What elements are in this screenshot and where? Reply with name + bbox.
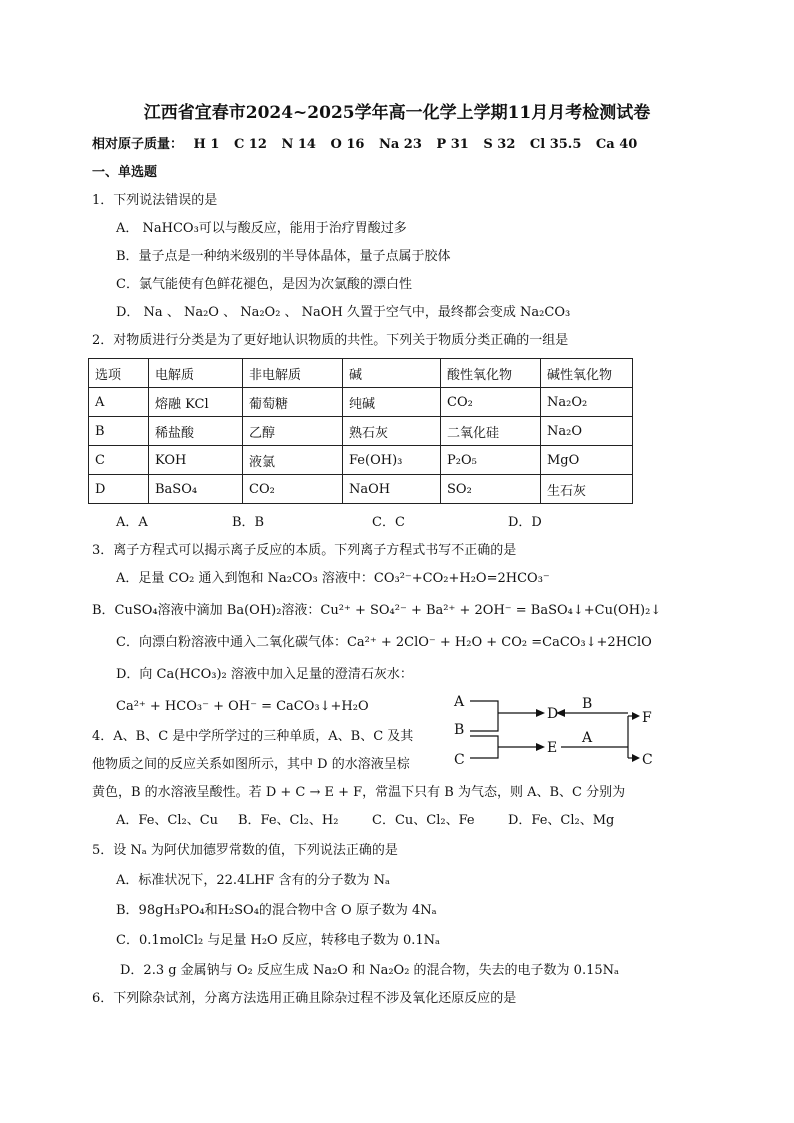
table-header: 非电解质	[243, 359, 343, 388]
table-header: 选项	[89, 359, 149, 388]
q2-option-a: A．A	[116, 515, 148, 530]
table-cell: 葡萄糖	[243, 388, 343, 417]
table-cell: KOH	[149, 446, 243, 475]
atomic-mass-na: Na 23	[378, 137, 422, 152]
table-cell: SO₂	[441, 475, 541, 504]
table-row	[89, 417, 633, 446]
q1-option-d: D． Na 、 Na₂O 、 Na₂O₂ 、 NaOH 久置于空气中，最终都会变成 Na₂CO₃	[116, 305, 571, 320]
table-header: 碱	[343, 359, 441, 388]
arrowhead-e	[536, 743, 545, 751]
table-row	[89, 446, 633, 475]
q5-stem: 5．设 Nₐ 为阿伏加德罗常数的值，下列说法正确的是	[92, 843, 398, 858]
q4-line-1: 4．A、B、C 是中学所学过的三种单质，A、B、C 及其	[92, 729, 414, 744]
q3-option-a: A．足量 CO₂ 通入到饱和 Na₂CO₃ 溶液中：CO₃²⁻+CO₂+H₂O=2HCO₃⁻	[116, 571, 550, 586]
q4-line-3: 黄色，B 的水溶液呈酸性。若 D + C → E + F，常温下只有 B 为气态，则 A、B、C 分别为	[92, 785, 626, 800]
reaction-diagram	[448, 686, 664, 776]
table-header-row	[89, 359, 633, 388]
table-cell: CO₂	[441, 388, 541, 417]
q1-option-b: B．量子点是一种纳米级别的半导体晶体，量子点属于胶体	[116, 249, 451, 264]
table-header: 电解质	[149, 359, 243, 388]
table-cell: P₂O₅	[441, 446, 541, 475]
q5-option-c: C．0.1molCl₂ 与足量 H₂O 反应，转移电子数为 0.1Nₐ	[116, 933, 441, 948]
table-cell: 熔融 KCl	[149, 388, 243, 417]
atomic-mass-p: P 31	[436, 137, 469, 152]
exam-title: 江西省宜春市2024~2025学年高一化学上学期11月月考检测试卷	[143, 103, 651, 123]
table-cell: Na₂O	[541, 417, 633, 446]
table-cell: 二氧化硅	[441, 417, 541, 446]
atomic-mass-line	[92, 136, 637, 154]
table-cell: CO₂	[243, 475, 343, 504]
table-cell: D	[89, 475, 149, 504]
atomic-mass-ca: Ca 40	[595, 137, 638, 152]
table-cell: 稀盐酸	[149, 417, 243, 446]
arrowhead-d	[536, 709, 545, 717]
table-row	[89, 475, 633, 504]
q1-option-c: C．氯气能使有色鲜花褪色，是因为次氯酸的漂白性	[116, 277, 412, 292]
q5-option-a: A．标准状况下，22.4LHF 含有的分子数为 Nₐ	[116, 873, 390, 888]
diagram-arrow-label-a: A	[582, 730, 593, 746]
atomic-mass-cl: Cl 35.5	[529, 137, 582, 152]
table-cell: 熟石灰	[343, 417, 441, 446]
q3-option-b: B．CuSO₄溶液中滴加 Ba(OH)₂溶液：Cu²⁺ + SO₄²⁻ + Ba²⁺ + 2OH⁻ = BaSO₄↓+Cu(OH)₂↓	[92, 603, 662, 618]
atomic-mass-label: 相对原子质量：	[92, 137, 184, 152]
bracket-ab	[470, 701, 498, 731]
diagram-label-e: E	[547, 740, 558, 756]
q4-option-d: D．Fe、Cl₂、Mg	[508, 813, 615, 828]
q4-line-2: 他物质之间的反应关系如图所示，其中 D 的水溶液呈棕	[92, 757, 410, 772]
table-cell: Fe(OH)₃	[343, 446, 441, 475]
q4-option-b: B．Fe、Cl₂、H₂	[238, 813, 339, 828]
diagram-label-c-right: C	[642, 752, 653, 768]
q3-option-c: C．向漂白粉溶液中通入二氧化碳气体：Ca²⁺ + 2ClO⁻ + H₂O + CO₂ =CaCO₃↓+2HClO	[116, 635, 652, 650]
q4-option-a: A．Fe、Cl₂、Cu	[116, 813, 219, 828]
q3-stem: 3．离子方程式可以揭示离子反应的本质。下列离子方程式书写不正确的是	[92, 543, 517, 558]
classification-table	[88, 358, 633, 504]
q2-option-b: B．B	[232, 515, 265, 530]
q2-stem: 2．对物质进行分类是为了更好地认识物质的共性。下列关于物质分类正确的一组是	[92, 333, 569, 348]
table-cell: NaOH	[343, 475, 441, 504]
diagram-arrow-label-b: B	[582, 696, 593, 712]
table-cell: MgO	[541, 446, 633, 475]
atomic-mass-n: N 14	[281, 137, 316, 152]
q1-stem: 1．下列说法错误的是	[92, 193, 218, 208]
arrowhead-c	[632, 754, 640, 762]
q2-option-c: C．C	[372, 515, 405, 530]
table-cell: BaSO₄	[149, 475, 243, 504]
q1-option-a: A． NaHCO₃可以与酸反应，能用于治疗胃酸过多	[116, 221, 407, 236]
q2-option-d: D．D	[508, 515, 542, 530]
table-cell: C	[89, 446, 149, 475]
q4-option-c: C．Cu、Cl₂、Fe	[372, 813, 475, 828]
diagram-label-d: D	[547, 706, 559, 722]
atomic-mass-c: C 12	[233, 137, 267, 152]
table-cell: 生石灰	[541, 475, 633, 504]
arrowhead-f	[632, 712, 640, 720]
q3-option-d: D．向 Ca(HCO₃)₂ 溶液中加入足量的澄清石灰水：	[116, 667, 413, 682]
section-heading: 一、单选题	[92, 165, 158, 180]
diagram-label-f: F	[642, 710, 652, 726]
table-cell: Na₂O₂	[541, 388, 633, 417]
table-row	[89, 388, 633, 417]
bracket-bc	[470, 736, 498, 758]
diagram-label-a: A	[454, 694, 465, 710]
diagram-label-b: B	[454, 722, 465, 738]
table-header: 碱性氧化物	[541, 359, 633, 388]
diagram-label-c: C	[454, 752, 465, 768]
table-cell: B	[89, 417, 149, 446]
table-cell: 乙醇	[243, 417, 343, 446]
q5-option-d: D．2.3 g 金属钠与 O₂ 反应生成 Na₂O 和 Na₂O₂ 的混合物，失去的电子数为 0.15Nₐ	[120, 963, 620, 978]
table-cell: 液氯	[243, 446, 343, 475]
atomic-mass-h: H 1	[193, 137, 220, 152]
q3-option-d-equation: Ca²⁺ + HCO₃⁻ + OH⁻ = CaCO₃↓+H₂O	[116, 699, 369, 714]
table-cell: A	[89, 388, 149, 417]
q6-stem: 6．下列除杂试剂，分离方法选用正确且除杂过程不涉及氧化还原反应的是	[92, 991, 517, 1006]
atomic-mass-s: S 32	[483, 137, 516, 152]
atomic-mass-o: O 16	[330, 137, 365, 152]
q5-option-b: B．98gH₃PO₄和H₂SO₄的混合物中含 O 原子数为 4Nₐ	[116, 903, 437, 918]
table-header: 酸性氧化物	[441, 359, 541, 388]
table-cell: 纯碱	[343, 388, 441, 417]
